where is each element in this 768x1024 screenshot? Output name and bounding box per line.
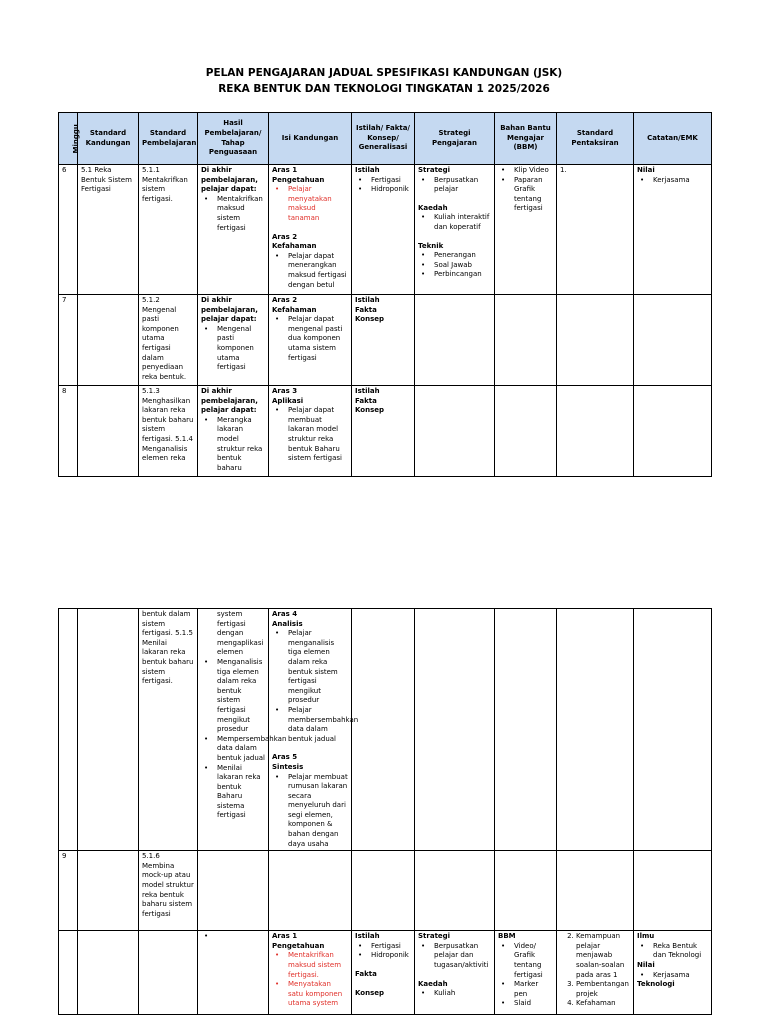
header-standard-pembelajaran: Standard Pembelajaran [139,113,198,165]
document-title-line1: PELAN PENGAJARAN JADUAL SPESIFIKASI KANDUNGAN (JSK) [205,67,563,79]
cell-istilah: Istilah Fakta Konsep [352,295,415,386]
cell-standard-pembelajaran [139,931,198,1015]
cell-standard-pentaksiran [557,609,634,851]
cell-bbm [495,386,557,477]
table-row-next [59,931,712,1015]
cell-standard-pentaksiran: 1. [557,165,634,295]
cell-hasil-pembelajaran [198,931,269,1015]
cell-minggu: 7 [59,295,78,386]
cell-istilah [352,609,415,851]
cell-standard-kandungan [78,609,139,851]
cell-catatan: Nilai • Kerjasama [634,165,712,295]
cell-standard-kandungan [78,851,139,931]
cell-hasil-pembelajaran: Di akhir pembelajaran, pelajar dapat: • Mengenal pasti komponen utama fertigasi [198,295,269,386]
cell-hasil-pembelajaran: Di akhir pembelajaran, pelajar dapat: • Merangka lakaran model struktur reka bentuk baharu [198,386,269,477]
cell-standard-kandungan [78,295,139,386]
cell-minggu: 8 [59,386,78,477]
table-row-week-9 [59,851,712,931]
cell-isi-kandungan: Aras 1 Pengetahuan • Pelajar menyatakan maksud tanaman Aras 2 Kefahaman • Pelajar dapat menerangkan maksud fertigasi dengan betul [269,165,352,295]
cell-strategi [415,386,495,477]
header-minggu: Minggu [59,113,78,165]
cell-istilah: Istilah • Fertigasi • Hidroponik Fakta Konsep [352,931,415,1015]
cell-standard-kandungan [78,931,139,1015]
cell-standard-pentaksiran [557,386,634,477]
cell-standard-pembelajaran: 5.1.1 Mentakrifkan sistem fertigasi. [139,165,198,295]
cell-catatan [634,609,712,851]
cell-hasil-pembelajaran: Di akhir pembelajaran, pelajar dapat: • Mentakrifkan maksud sistem fertigasi [198,165,269,295]
cell-minggu [59,931,78,1015]
cell-strategi: Strategi • Berpusatkan pelajar dan tugasan/aktiviti Kaedah • Kuliah [415,931,495,1015]
header-catatan: Catatan/EMK [634,113,712,165]
jsk-table-page1 [58,112,712,477]
cell-standard-pembelajaran: 5.1.6 Membina mock-up atau model struktur reka bentuk baharu sistem fertigasi [139,851,198,931]
cell-strategi [415,609,495,851]
jsk-table-page2 [58,608,712,1015]
cell-isi-kandungan: Aras 4 Analisis • Pelajar menganalisis tiga elemen dalam reka bentuk sistem fertigasi mengikut prosedur • Pelajar membersembahkan data dalam bentuk jadual Aras 5 Sintesis • Pelajar membuat rumusan lakaran secara menyeluruh dari segi elemen, komponen & bahan dengan daya usaha [269,609,352,851]
header-hasil-pembelajaran: Hasil Pembelajaran/ Tahap Penguasaan [198,113,269,165]
cell-isi-kandungan: Aras 3 Aplikasi • Pelajar dapat membuat lakaran model struktur reka bentuk Baharu sistem fertigasi [269,386,352,477]
cell-minggu [59,609,78,851]
cell-istilah: Istilah Fakta Konsep [352,386,415,477]
cell-catatan: Ilmu • Reka Bentuk dan Teknologi Nilai • Kerjasama Teknologi [634,931,712,1015]
header-bbm: Bahan Bantu Mengajar (BBM) [495,113,557,165]
table-row-week-6 [59,165,712,295]
cell-catatan [634,851,712,931]
header-standard-pentaksiran: Standard Pentaksiran [557,113,634,165]
cell-hasil-pembelajaran: system fertigasi dengan mengaplikasi elemen • Menganalisis tiga elemen dalam reka bentuk sistem fertigasi mengikut prosedur • Mempersembahkan data dalam bentuk jadual • Menilai lakaran reka bentuk Baharu sistema fertigasi [198,609,269,851]
cell-bbm [495,295,557,386]
cell-standard-pembelajaran: 5.1.3 Menghasilkan lakaran reka bentuk baharu sistem fertigasi. 5.1.4 Menganalisis elemen reka [139,386,198,477]
cell-standard-kandungan: 5.1 Reka Bentuk Sistem Fertigasi [78,165,139,295]
cell-minggu: 6 [59,165,78,295]
cell-standard-pembelajaran: bentuk dalam sistem fertigasi. 5.1.5 Menilai lakaran reka bentuk baharu sistem fertigasi. [139,609,198,851]
cell-strategi [415,851,495,931]
cell-istilah: Istilah • Fertigasi • Hidroponik [352,165,415,295]
cell-strategi: Strategi • Berpusatkan pelajar Kaedah • Kuliah interaktif dan koperatif Teknik • Penerangan • Soal Jawab • Perbincangan [415,165,495,295]
cell-bbm: BBM • Video/ Grafik tentang fertigasi • Marker pen • Slaid [495,931,557,1015]
table-row-week-8 [59,386,712,477]
header-row [59,113,712,165]
cell-istilah [352,851,415,931]
cell-standard-kandungan [78,386,139,477]
cell-isi-kandungan: Aras 2 Kefahaman • Pelajar dapat mengenal pasti dua komponen utama sistem fertigasi [269,295,352,386]
cell-isi-kandungan: Aras 1 Pengetahuan • Mentakrifkan maksud sistem fertigasi. • Menyatakan satu komponen utama system [269,931,352,1015]
cell-minggu: 9 [59,851,78,931]
cell-bbm [495,609,557,851]
table-row-week-7 [59,295,712,386]
cell-strategi [415,295,495,386]
cell-standard-pentaksiran [557,295,634,386]
cell-hasil-pembelajaran [198,851,269,931]
cell-bbm [495,851,557,931]
cell-isi-kandungan [269,851,352,931]
cell-standard-pentaksiran [557,851,634,931]
cell-catatan [634,386,712,477]
cell-standard-pentaksiran: 2. Kemampuan pelajar menjawab soalan-soalan pada aras 1 3. Pembentangan projek 4. Kefahaman [557,931,634,1015]
document-title-line2: REKA BENTUK DAN TEKNOLOGI TINGKATAN 1 2025/2026 [218,83,550,95]
cell-standard-pembelajaran: 5.1.2 Mengenal pasti komponen utama fertigasi dalam penyediaan reka bentuk. [139,295,198,386]
header-standard-kandungan: Standard Kandungan [78,113,139,165]
header-isi-kandungan: Isi Kandungan [269,113,352,165]
cell-bbm: • Klip Video • Paparan Grafik tentang fertigasi [495,165,557,295]
cell-catatan [634,295,712,386]
table-row-continued [59,609,712,851]
header-strategi: Strategi Pengajaran [415,113,495,165]
header-istilah: Istilah/ Fakta/ Konsep/ Generalisasi [352,113,415,165]
